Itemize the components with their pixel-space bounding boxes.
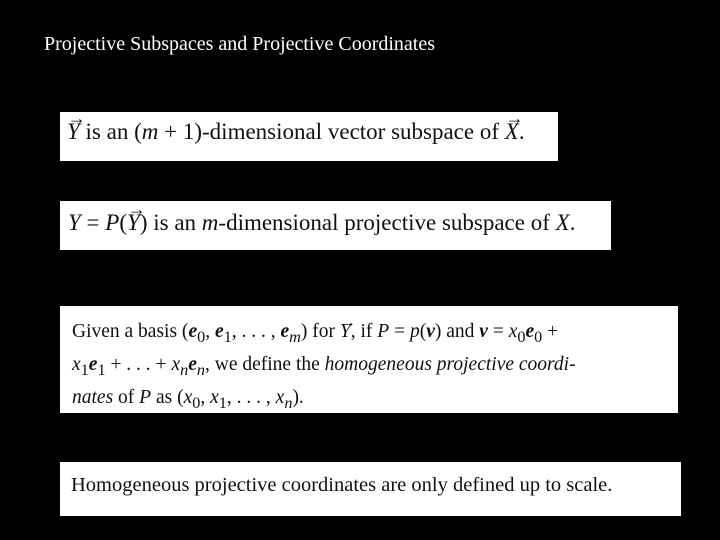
text: = [80, 210, 106, 235]
basis-e0: e [525, 321, 535, 342]
basis-en: e [188, 353, 197, 375]
text: , [205, 321, 215, 342]
subscript: 0 [197, 327, 206, 346]
var-m: m [141, 119, 159, 144]
text: , if [350, 321, 378, 342]
text: ) for [300, 321, 340, 342]
var-m: m [201, 210, 219, 235]
definition-homogeneous-coordinates [60, 306, 678, 413]
subscript: 0 [192, 393, 201, 412]
statement-scale: Homogeneous projective coordinates are only defined up to scale. [60, 462, 681, 516]
text: , . . . , [231, 321, 281, 342]
subscript: 0 [534, 327, 543, 346]
var-p: P [105, 210, 120, 235]
subscript: n [284, 393, 293, 412]
text: , we define the [205, 353, 325, 375]
text: + 1)-dimensional vector subspace of [158, 119, 505, 144]
text: ) is an [139, 210, 202, 235]
text: , [200, 386, 211, 408]
text: . [569, 210, 576, 235]
var-xn: x [275, 386, 285, 408]
text: ( [419, 321, 427, 342]
text: ). [292, 386, 304, 408]
var-p: P [139, 386, 152, 408]
text: + [542, 321, 559, 342]
basis-em: e [280, 321, 290, 342]
statement-projective-subspace [60, 201, 611, 250]
text: + . . . + [105, 353, 172, 375]
definition-line-2 [72, 351, 678, 384]
vector-v: v [426, 321, 435, 342]
text: -dimensional projective subspace of [218, 210, 556, 235]
emphasis-term: homogeneous projective coordi- [324, 353, 576, 375]
basis-e1: e [88, 353, 98, 375]
var-x1: x [210, 386, 219, 408]
vec-y: → Y [127, 210, 140, 236]
var-x: X [555, 210, 570, 235]
text: Given a basis ( [72, 321, 189, 342]
slide-title: Projective Subspaces and Projective Coordinates [44, 33, 436, 55]
subscript: 1 [80, 360, 89, 379]
text: ( [119, 210, 128, 235]
basis-e0: e [188, 321, 198, 342]
subscript: m [289, 327, 301, 346]
func-p: p [409, 321, 420, 342]
vec-y: → Y [340, 318, 351, 345]
emphasis-term: nates [72, 386, 114, 408]
vector-v: v [479, 321, 488, 342]
text: of [113, 386, 140, 408]
subscript: 0 [517, 327, 526, 346]
text: . [518, 119, 525, 144]
text: , . . . , [226, 386, 276, 408]
var-y: Y [68, 210, 81, 235]
subscript: 1 [218, 393, 227, 412]
definition-line-3 [72, 384, 678, 417]
subscript: n [196, 360, 205, 379]
text: = [389, 321, 410, 342]
text: = [487, 321, 509, 342]
var-x0: x [183, 386, 193, 408]
text: ) and [434, 321, 480, 342]
subscript: 1 [97, 360, 106, 379]
var-xn: x [171, 353, 181, 375]
var-p: P [377, 321, 390, 342]
text: as ( [151, 386, 184, 408]
text: is an ( [79, 119, 142, 144]
definition-line-1 [72, 318, 678, 351]
subscript: n [180, 360, 189, 379]
var-x0: x [508, 321, 518, 342]
vec-x: → X [505, 119, 519, 145]
subscript: 1 [223, 327, 232, 346]
statement-vector-subspace [60, 112, 558, 161]
vec-y: → Y [67, 119, 80, 145]
var-x1: x [72, 353, 81, 375]
basis-e1: e [214, 321, 224, 342]
